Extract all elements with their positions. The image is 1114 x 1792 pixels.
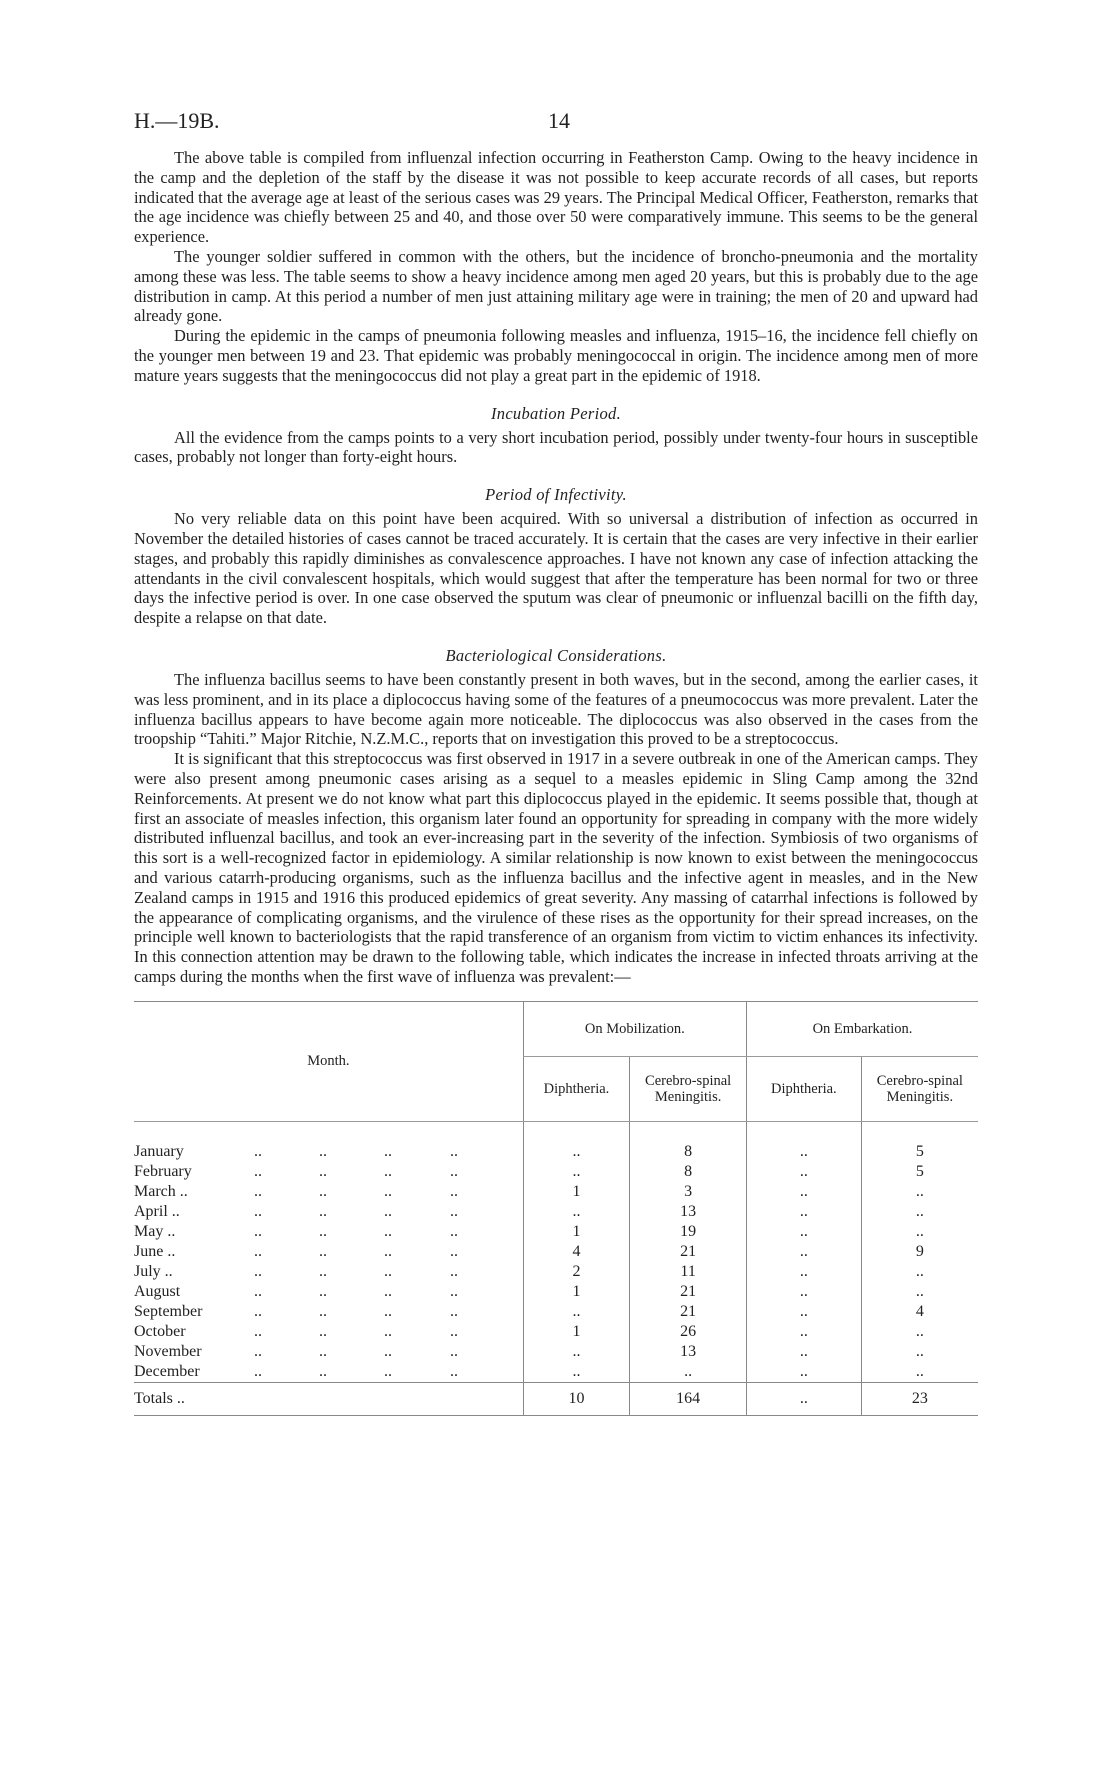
table-cell: .. <box>861 1262 978 1282</box>
leader-dot: .. <box>450 1182 458 1200</box>
leader-dot: .. <box>450 1142 458 1160</box>
leader-dot: .. <box>384 1282 392 1300</box>
totals-row <box>134 1382 978 1415</box>
month-cell <box>134 1262 523 1282</box>
table-cell: .. <box>747 1222 862 1242</box>
month-label: March .. <box>134 1182 188 1200</box>
table-row <box>134 1242 978 1262</box>
leader-dot: .. <box>319 1162 327 1180</box>
table-row <box>134 1162 978 1182</box>
column-header: Cerebro-spinal Meningitis. <box>861 1056 978 1121</box>
table-cell: .. <box>747 1182 862 1202</box>
table-row <box>134 1322 978 1342</box>
leader-dot: .. <box>384 1142 392 1160</box>
table-cell: .. <box>747 1382 862 1415</box>
leader-dot: .. <box>254 1282 262 1300</box>
document-code: H.—19B. <box>134 108 220 133</box>
table-row <box>134 1182 978 1202</box>
leader-dot: .. <box>254 1302 262 1320</box>
month-label: May .. <box>134 1222 176 1240</box>
leader-dot: .. <box>319 1242 327 1260</box>
leader-dot: .. <box>450 1222 458 1240</box>
month-cell <box>134 1222 523 1242</box>
table-cell: 4 <box>861 1302 978 1322</box>
leader-dot: .. <box>319 1282 327 1300</box>
section-heading: Period of Infectivity. <box>485 485 627 505</box>
leader-dot: .. <box>319 1342 327 1360</box>
table-cell: 8 <box>630 1142 747 1162</box>
month-cell <box>134 1322 523 1342</box>
table-cell: 13 <box>630 1202 747 1222</box>
table-cell: 21 <box>630 1242 747 1262</box>
month-cell <box>134 1182 523 1202</box>
table-row <box>134 1142 978 1162</box>
page-number: 14 <box>548 108 570 133</box>
month-label: June .. <box>134 1242 176 1260</box>
column-header: Diphtheria. <box>523 1056 630 1121</box>
leader-dot: .. <box>254 1362 262 1380</box>
table-cell: 1 <box>523 1182 630 1202</box>
table-cell: 5 <box>861 1162 978 1182</box>
month-label: November <box>134 1342 202 1360</box>
leader-dot: .. <box>384 1362 392 1380</box>
leader-dot: .. <box>319 1222 327 1240</box>
leader-dot: .. <box>319 1322 327 1340</box>
leader-dot: .. <box>450 1262 458 1280</box>
table-cell: .. <box>747 1282 862 1302</box>
month-cell <box>134 1142 523 1162</box>
table-row <box>134 1342 978 1362</box>
leader-dot: .. <box>450 1342 458 1360</box>
leader-dot: .. <box>384 1322 392 1340</box>
leader-dot: .. <box>319 1362 327 1380</box>
table-cell: .. <box>523 1202 630 1222</box>
leader-dot: .. <box>319 1142 327 1160</box>
table-cell: .. <box>861 1202 978 1222</box>
leader-dot: .. <box>254 1262 262 1280</box>
leader-dot: .. <box>254 1182 262 1200</box>
table-cell: 10 <box>523 1382 630 1415</box>
table-cell: 3 <box>630 1182 747 1202</box>
leader-dot: .. <box>319 1262 327 1280</box>
paragraph: It is significant that this streptococcus was first observed in 1917 in a severe outbreak in one of the American camps. They were also present among pneumonic cases arising as a sequel to a measles epidemic in Sling Camp among the 32nd Reinforcements. At present we do not know what part this diplococcus played in the epidemic. It seems possible that, though at first an associate of measles infection, this organism later found an opportunity for spreading in company with the more widely distributed influenzal bacillus, and took an ever-increasing part in the severity of the infection. Symbiosis of two organisms of this sort is a well-recognized factor in epidemiology. A similar relationship is now known to exist between the meningococcus and various catarrh-producing organisms, such as the influenza bacillus and the infective agent in measles, and in the New Zealand camps in 1915 and 1916 this produced epidemics of great severity. Any massing of catarrhal infections is followed by the appearance of complicating organisms, and the virulence of these rises as the opportunity for their spread increases, on the principle well known to bacteriologists that the rapid transference of an organism from victim to victim enhances its infectivity. In this connection attention may be drawn to the following table, which indicates the increase in infected throats arriving at the camps during the months when the first wave of influenza was prevalent:— <box>134 749 978 986</box>
table-cell: 9 <box>861 1242 978 1262</box>
table-cell: 1 <box>523 1222 630 1242</box>
leader-dot: .. <box>319 1302 327 1320</box>
section-heading: Incubation Period. <box>490 403 622 423</box>
table-cell: .. <box>523 1362 630 1383</box>
table-cell: 1 <box>523 1282 630 1302</box>
table-cell: 21 <box>630 1282 747 1302</box>
infected-throats-table <box>134 1001 978 1416</box>
leader-dot: .. <box>384 1222 392 1240</box>
table-cell: .. <box>861 1182 978 1202</box>
month-label: September <box>134 1302 203 1320</box>
table-cell: 8 <box>630 1162 747 1182</box>
leader-dot: .. <box>254 1222 262 1240</box>
totals-label: Totals .. <box>134 1382 523 1415</box>
table-row <box>134 1222 978 1242</box>
leader-dot: .. <box>384 1302 392 1320</box>
month-cell <box>134 1282 523 1302</box>
month-label: April .. <box>134 1202 180 1220</box>
table-cell: .. <box>523 1342 630 1362</box>
table-cell: 4 <box>523 1242 630 1262</box>
leader-dot: .. <box>450 1202 458 1220</box>
table-cell: .. <box>747 1262 862 1282</box>
table-row <box>134 1362 978 1383</box>
table-row <box>134 1202 978 1222</box>
table-cell: 2 <box>523 1262 630 1282</box>
month-cell <box>134 1362 523 1383</box>
column-header: Cerebro-spinal Meningitis. <box>630 1056 747 1121</box>
mobilization-group-header: On Mobilization. <box>523 1001 746 1056</box>
table-cell: 164 <box>630 1382 747 1415</box>
table-cell: .. <box>747 1322 862 1342</box>
table-cell: .. <box>747 1242 862 1262</box>
table-cell: 13 <box>630 1342 747 1362</box>
table-cell: .. <box>747 1362 862 1383</box>
table-row <box>134 1282 978 1302</box>
leader-dot: .. <box>384 1182 392 1200</box>
paragraph: All the evidence from the camps points to a very short incubation period, possibly under twenty-four hours in susceptible cases, probably not longer than forty-eight hours. <box>134 427 978 467</box>
table-cell: .. <box>861 1222 978 1242</box>
table-cell: .. <box>861 1322 978 1342</box>
table-cell: .. <box>747 1342 862 1362</box>
leader-dot: .. <box>450 1362 458 1380</box>
month-cell <box>134 1242 523 1262</box>
embarkation-group-header: On Embarkation. <box>747 1001 979 1056</box>
month-column-header: Month. <box>134 1001 523 1121</box>
leader-dot: .. <box>450 1282 458 1300</box>
section-heading: Bacteriological Considerations. <box>445 645 667 665</box>
month-label: August <box>134 1282 181 1300</box>
table-cell: .. <box>747 1302 862 1322</box>
leader-dot: .. <box>254 1142 262 1160</box>
table-cell: .. <box>523 1302 630 1322</box>
paragraph: The influenza bacillus seems to have been constantly present in both waves, but in the second, among the earlier cases, it was less prominent, and in its place a diplococcus having some of the features of a pneumococcus was more prevalent. Later the influenza bacillus appears to have become again more noticeable. The diplococcus was also observed in the cases from the troopship “Tahiti.” Major Ritchie, N.Z.M.C., reports that on investigation this proved to be a streptococcus. <box>134 669 978 749</box>
document-page <box>134 108 978 1416</box>
table-row <box>134 1262 978 1282</box>
month-label: December <box>134 1362 200 1380</box>
column-header: Diphtheria. <box>747 1056 862 1121</box>
leader-dot: .. <box>254 1202 262 1220</box>
paragraph: The younger soldier suffered in common with the others, but the incidence of broncho-pneumonia and the mortality among these was less. The table seems to show a heavy incidence among men aged 20 years, but this is probably due to the age distribution in camp. At this period a number of men just attaining military age were in training; the men of 20 and upward had already gone. <box>134 246 978 326</box>
table-cell: .. <box>630 1362 747 1383</box>
table-cell: 19 <box>630 1222 747 1242</box>
leader-dot: .. <box>254 1322 262 1340</box>
leader-dot: .. <box>254 1162 262 1180</box>
leader-dot: .. <box>450 1322 458 1340</box>
leader-dot: .. <box>384 1262 392 1280</box>
month-label: January <box>134 1142 184 1160</box>
table-cell: .. <box>747 1142 862 1162</box>
table-row <box>134 1302 978 1322</box>
month-cell <box>134 1162 523 1182</box>
table-cell: .. <box>747 1202 862 1222</box>
leader-dot: .. <box>450 1302 458 1320</box>
paragraph: No very reliable data on this point have been acquired. With so universal a distribution of infection as occurred in November the detailed histories of cases cannot be traced accurately. It is certain that the cases are very infective in their earlier stages, and probably this rapidly diminishes as convalescence approaches. I have not known any case of infection attacking the attendants in the civil convalescent hospitals, which would suggest that after the temperature has been normal for two or three days the infective period is over. In one case observed the sputum was clear of pneumonic or influenzal bacilli on the fifth day, despite a relapse on that date. <box>134 509 978 628</box>
month-cell <box>134 1302 523 1322</box>
leader-dot: .. <box>254 1242 262 1260</box>
leader-dot: .. <box>319 1202 327 1220</box>
table-cell: .. <box>523 1142 630 1162</box>
leader-dot: .. <box>384 1162 392 1180</box>
leader-dot: .. <box>319 1182 327 1200</box>
table-cell: 23 <box>861 1382 978 1415</box>
table-cell: 11 <box>630 1262 747 1282</box>
leader-dot: .. <box>384 1242 392 1260</box>
table-cell: 1 <box>523 1322 630 1342</box>
month-cell <box>134 1202 523 1222</box>
leader-dot: .. <box>450 1162 458 1180</box>
table-cell: 5 <box>861 1142 978 1162</box>
paragraph: During the epidemic in the camps of pneumonia following measles and influenza, 1915–16, the incidence fell chiefly on the younger men between 19 and 23. That epidemic was probably meningococcal in origin. The incidence among men of more mature years suggests that the meningococcus did not play a great part in the epidemic of 1918. <box>134 326 978 385</box>
table-cell: 26 <box>630 1322 747 1342</box>
table-cell: .. <box>747 1162 862 1182</box>
table-cell: .. <box>861 1362 978 1383</box>
table-cell: 21 <box>630 1302 747 1322</box>
page-header <box>134 108 978 148</box>
paragraph: The above table is compiled from influenzal infection occurring in Featherston Camp. Owing to the heavy incidence in the camp and the depletion of the staff by the disease it was not possible to keep accurate records of all cases, but reports indicated that the average age at least of the serious cases was 29 years. The Principal Medical Officer, Featherston, remarks that the age incidence was chiefly between 25 and 40, and those over 50 were comparatively immune. This seems to be the general experience. <box>134 148 978 247</box>
table-cell: .. <box>861 1342 978 1362</box>
leader-dot: .. <box>384 1342 392 1360</box>
leader-dot: .. <box>254 1342 262 1360</box>
table-cell: .. <box>861 1282 978 1302</box>
month-label: February <box>134 1162 192 1180</box>
month-label: October <box>134 1322 186 1340</box>
leader-dot: .. <box>450 1242 458 1260</box>
table-cell: .. <box>523 1162 630 1182</box>
month-cell <box>134 1342 523 1362</box>
month-label: July .. <box>134 1262 173 1280</box>
leader-dot: .. <box>384 1202 392 1220</box>
